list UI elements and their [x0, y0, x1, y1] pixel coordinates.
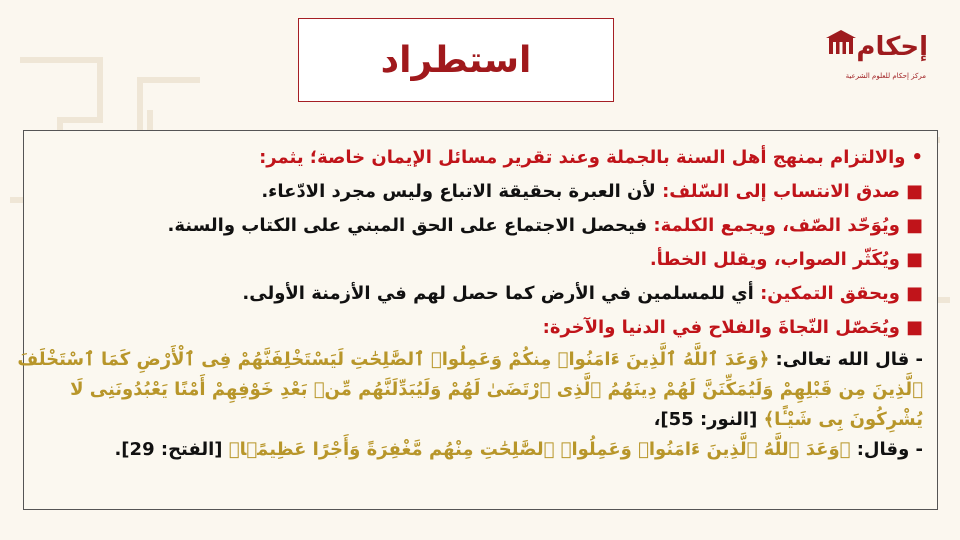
bullet-icon: •	[911, 147, 923, 168]
page-title: استطراد	[380, 39, 532, 81]
item-heading: صدق الانتساب إلى السّلف:	[662, 181, 900, 202]
quran-verse: ﴿وَعَدَ ٱللَّهُ ٱلَّذِينَ ءَامَنُوا۟ مِنكُمْ وَعَمِلُوا۟ ٱلصَّٰلِحَٰتِ لَيَسْتَخْلِفَنَّهُمْ فِى ٱلْأَرْضِ كَمَا ٱسْتَخْلَفَ	[17, 349, 770, 370]
item-text: فيحصل الاجتماع على الحق المبني على الكتاب والسنة.	[167, 215, 654, 236]
verse-reference: [النور: 55]،	[653, 409, 764, 430]
quran-verse: ﴿وَعَدَ ٱللَّهُ ٱلَّذِينَ ءَامَنُوا۟ وَعَمِلُوا۟ ٱلصَّٰلِحَٰتِ مِنْهُم مَّغْفِرَةً وَأَجْرًا عَظِيمًۢا﴾	[228, 439, 851, 460]
brand-logo	[822, 26, 932, 96]
quote-prefix: - قال الله تعالى:	[769, 349, 923, 370]
list-item	[36, 141, 923, 175]
item-text: لأن العبرة بحقيقة الاتباع وليس مجرد الادّعاء.	[261, 181, 663, 202]
content-box	[17, 130, 938, 510]
building-icon	[826, 30, 856, 56]
list-item	[36, 277, 923, 311]
quran-verse: يُشْرِكُونَ بِى شَيْـًٔا﴾	[763, 409, 923, 430]
item-heading: والالتزام بمنهج أهل السنة بالجملة وعند تقرير مسائل الإيمان خاصة؛ يثمر:	[259, 147, 906, 168]
list-item	[36, 243, 923, 277]
quote-line	[36, 435, 923, 465]
quote-line	[36, 405, 923, 435]
item-heading: ويحقق التمكين:	[760, 283, 900, 304]
item-heading: ويُحَصّل النّجاةَ والفلاح في الدنيا والآخرة:	[542, 317, 900, 338]
title-box	[298, 18, 614, 102]
list-item	[36, 209, 923, 243]
quran-verse: ٱلَّذِينَ مِن قَبْلِهِمْ وَلَيُمَكِّنَنَّ لَهُمْ دِينَهُمُ ٱلَّذِى ٱرْتَضَىٰ لَهُمْ وَلَيُبَدِّلَنَّهُم مِّنۢ بَعْدِ خَوْفِهِمْ أَمْنًا يَعْبُدُونَنِى لَا	[70, 379, 923, 400]
item-text: أي للمسلمين في الأرض كما حصل لهم في الأزمنة الأولى.	[242, 283, 761, 304]
bullet-icon: ■	[905, 317, 923, 338]
bullet-icon: ■	[905, 249, 923, 270]
list-item	[36, 311, 923, 345]
bullet-icon: ■	[905, 283, 923, 304]
quote-prefix: - وقال:	[850, 439, 923, 460]
item-heading: ويُكَثّر الصواب، ويقلل الخطأ.	[649, 249, 900, 270]
logo-subtitle: مركز إحكام للعلوم الشرعية	[845, 72, 926, 80]
item-heading: ويُوَحّد الصّف، ويجمع الكلمة:	[653, 215, 900, 236]
bullet-icon: ■	[905, 181, 923, 202]
list-item	[36, 175, 923, 209]
bullet-icon: ■	[905, 215, 923, 236]
quote-line	[36, 375, 923, 405]
verse-reference: [الفتح: 29].	[114, 439, 229, 460]
quote-line	[17, 345, 923, 375]
logo-name: إحكام	[856, 32, 928, 62]
